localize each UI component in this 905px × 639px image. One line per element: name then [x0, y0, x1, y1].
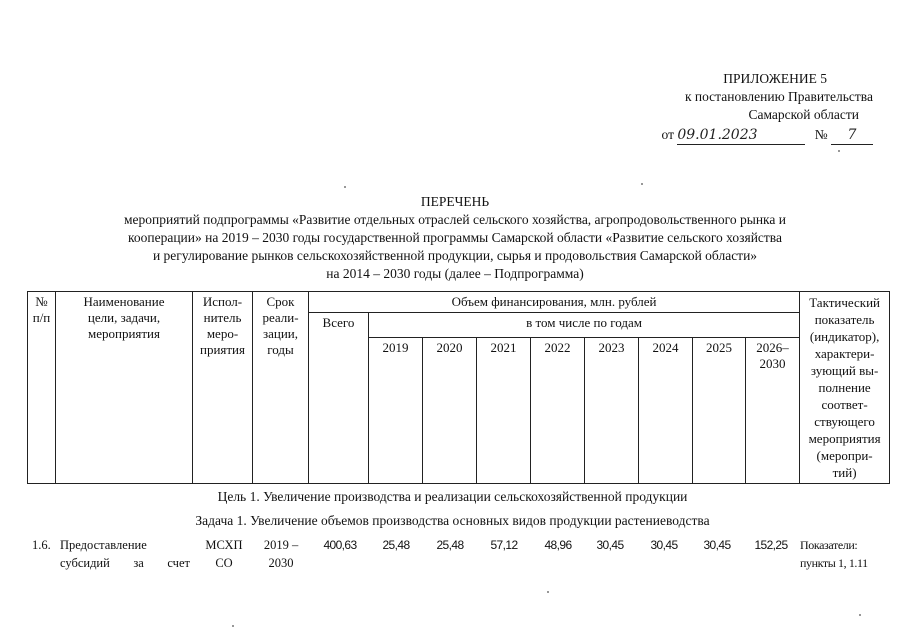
header-year-2021: 2021 [477, 338, 531, 484]
row-value-2019: 25,48 [382, 538, 410, 552]
row-value-2025: 30,45 [703, 538, 731, 552]
header-year-2026-2030: 2026– 2030 [746, 338, 800, 484]
appendix-title: ПРИЛОЖЕНИЕ 5 [723, 71, 827, 86]
appendix-line-region: Самарской области [748, 107, 859, 122]
scan-speck [641, 183, 643, 185]
scan-speck [344, 186, 346, 188]
row-value-2021: 57,12 [490, 538, 518, 552]
number-prefix: № [814, 127, 828, 142]
appendix-date-line [613, 126, 873, 145]
goal-heading: Цель 1. Увеличение производства и реализации сельскохозяйственной продукции [217, 489, 688, 504]
header-year-2020: 2020 [423, 338, 477, 484]
title-line-3: и регулирование рынков сельскохозяйственной продукции, сырья и продовольствия Самарской области» [152, 248, 758, 263]
header-year-2022: 2022 [531, 338, 585, 484]
header-total: Всего [309, 313, 369, 484]
scan-speck [547, 591, 549, 593]
row-number: 1.6. [32, 538, 51, 552]
header-indicator: Тактический показатель (индикатор), характери- зующий вы- полнение соответ- ствующего мероприятия (меропри- тий) [800, 292, 890, 484]
scan-speck [859, 614, 861, 616]
row-name: Предоставление субсидий за счет [60, 538, 190, 570]
header-executor: Испол- нитель меро- приятия [193, 292, 253, 484]
title-line-2: кооперации» на 2019 – 2030 годы государственной программы Самарской области «Развитие сельского хозяйства [128, 230, 782, 245]
header-funding: Объем финансирования, млн. рублей [309, 292, 800, 313]
title-line-1: мероприятий подпрограммы «Развитие отдельных отраслей сельского хозяйства, агропродовольственного рынка и [124, 212, 786, 227]
handwritten-date: 09.01.2023 [677, 127, 758, 143]
header-year-2025: 2025 [693, 338, 746, 484]
row-value-2022: 48,96 [544, 538, 572, 552]
row-value-2023: 30,45 [596, 538, 624, 552]
header-name: Наименование цели, задачи, мероприятия [56, 292, 193, 484]
row-term: 2019 – 2030 [263, 538, 299, 570]
handwritten-number: 7 [847, 127, 857, 143]
row-value-2026-2030: 152,25 [754, 538, 788, 552]
task-heading: Задача 1. Увеличение объемов производства основных видов продукции растениеводства [195, 513, 710, 528]
header-year-2019: 2019 [369, 338, 423, 484]
scan-speck [232, 625, 234, 627]
funding-table-header [27, 291, 890, 484]
header-year-2023: 2023 [585, 338, 639, 484]
header-by-years: в том числе по годам [369, 313, 800, 338]
title-line-4: на 2014 – 2030 годы (далее – Подпрограмма) [326, 266, 584, 281]
row-indicator: Показатели: пункты 1, 1.11 [800, 538, 868, 570]
row-executor: МСХП СО [205, 538, 243, 570]
row-value-2020: 25,48 [436, 538, 464, 552]
title-heading: ПЕРЕЧЕНЬ [420, 194, 490, 209]
appendix-block [613, 70, 873, 145]
row-total: 400,63 [323, 538, 357, 552]
document-title [40, 193, 870, 283]
header-year-2024: 2024 [639, 338, 693, 484]
date-prefix: от [661, 127, 674, 142]
appendix-line-decree: к постановлению Правительства [684, 89, 873, 104]
scan-speck [838, 150, 840, 152]
header-term: Срок реали- зации, годы [253, 292, 309, 484]
header-num: № п/п [28, 292, 56, 484]
row-value-2024: 30,45 [650, 538, 678, 552]
